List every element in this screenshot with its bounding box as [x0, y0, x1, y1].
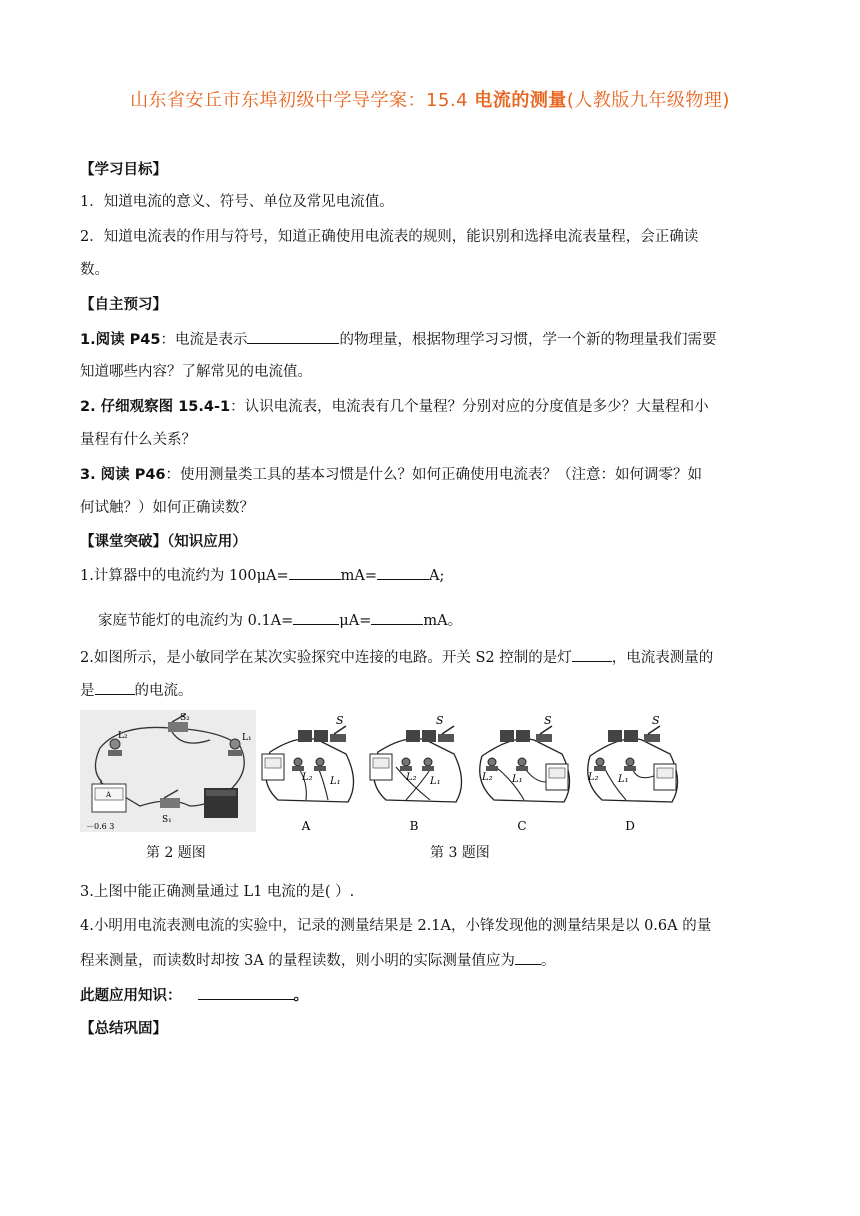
circuit-option-c: [480, 714, 570, 802]
section-goals: 【学习目标】: [80, 162, 167, 178]
answer-blank[interactable]: [572, 647, 612, 662]
goal-1: 1．知道电流的意义、符号、单位及常见电流值。: [80, 194, 394, 210]
preview-2-cont: 量程有什么关系？: [80, 432, 196, 448]
l1-label-d: L₁: [618, 774, 629, 785]
option-label-a: A: [301, 819, 311, 833]
circuit-option-b: [370, 714, 462, 802]
answer-blank[interactable]: [198, 985, 294, 1000]
circuit-option-a: [262, 726, 354, 802]
circuit-photo-figure: [80, 710, 256, 832]
l1-label-c: L₁: [512, 774, 523, 785]
label-l2: L₂: [118, 731, 128, 741]
label-s1: S₁: [162, 815, 172, 825]
answer-blank[interactable]: [377, 565, 429, 580]
question-4-cont: 程来测量，而读数时却按 3A 的量程读数，则小明的实际测量值应为 。: [80, 950, 780, 971]
goal-2-cont: 数。: [80, 262, 109, 278]
section-preview: 【自主预习】: [80, 297, 167, 313]
l2-label-d: L₂: [588, 772, 599, 783]
option-label-c: C: [517, 819, 527, 833]
preview-3: 3. 阅读 P46：使用测量类工具的基本习惯是什么？如何正确使用电流表？（注意：如何调零？如: [80, 467, 702, 483]
option-label-d: D: [625, 819, 635, 833]
page-title: 山东省安丘市东埠初级中学导学案：15.4 电流的测量(人教版九年级物理): [130, 90, 730, 111]
answer-blank[interactable]: [247, 329, 339, 344]
preview-1-cont: 知道哪些内容？了解常见的电流值。: [80, 364, 312, 380]
question-3: 3.上图中能正确测量通过 L1 电流的是( ）.: [80, 884, 355, 900]
question-2-cont: 是 的电流。: [80, 680, 780, 701]
switch-label-b: S: [436, 714, 444, 727]
question-1-cont: 家庭节能灯的电流约为 0.1A= μA= mA。: [98, 610, 798, 631]
answer-blank[interactable]: [371, 610, 423, 625]
answer-blank[interactable]: [515, 950, 541, 965]
circuit-option-d: [587, 714, 678, 802]
answer-blank[interactable]: [289, 565, 341, 580]
question-4: 4.小明用电流表测电流的实验中，记录的测量结果是 2.1A，小锋发现他的测量结果是以 0.6A 的量: [80, 918, 712, 934]
goal-2: 2．知道电流表的作用与符号，知道正确使用电流表的规则，能识别和选择电流表量程，会正确读: [80, 229, 699, 245]
option-label-b: B: [409, 819, 419, 833]
preview-1: 1.阅读 P45：电流是表示 的物理量，根据物理学习习惯，学一个新的物理量我们需要: [80, 329, 780, 350]
l2-label-c: L₂: [482, 772, 493, 783]
switch-label-a: S: [336, 714, 344, 727]
switch-label-c: S: [544, 714, 552, 727]
switch-label-d: S: [652, 714, 660, 727]
label-scale: －0.6 3: [86, 822, 115, 831]
figure-3-caption: 第 3 题图: [430, 845, 490, 861]
preview-3-cont: 何试触？）如何正确读数？: [80, 500, 254, 516]
l2-label-b: L₂: [406, 772, 417, 783]
answer-blank[interactable]: [293, 610, 339, 625]
label-s2: S₂: [180, 713, 190, 723]
answer-blank[interactable]: [95, 680, 135, 695]
label-l1: L₁: [242, 733, 252, 743]
figure-2-caption: 第 2 题图: [146, 845, 206, 861]
preview-2: 2. 仔细观察图 15.4-1：认识电流表，电流表有几个量程？分别对应的分度值是多少？大量程和小: [80, 399, 709, 415]
l2-label-a: L₂: [302, 772, 313, 783]
section-classroom: 【课堂突破】（知识应用）: [80, 534, 247, 550]
question-1: 1.计算器中的电流约为 100μA= mA= A;: [80, 565, 780, 586]
label-ammeter: A: [106, 791, 112, 799]
l1-label-a: L₁: [330, 776, 341, 787]
l1-label-b: L₁: [430, 776, 441, 787]
knowledge-line: 此题应用知识： 。: [80, 985, 780, 1006]
circuit-options-figure: [258, 712, 688, 836]
question-2: 2.如图所示，是小敏同学在某次实验探究中连接的电路。开关 S2 控制的是灯 ，电流表测量的: [80, 647, 780, 668]
section-summary: 【总结巩固】: [80, 1021, 167, 1037]
